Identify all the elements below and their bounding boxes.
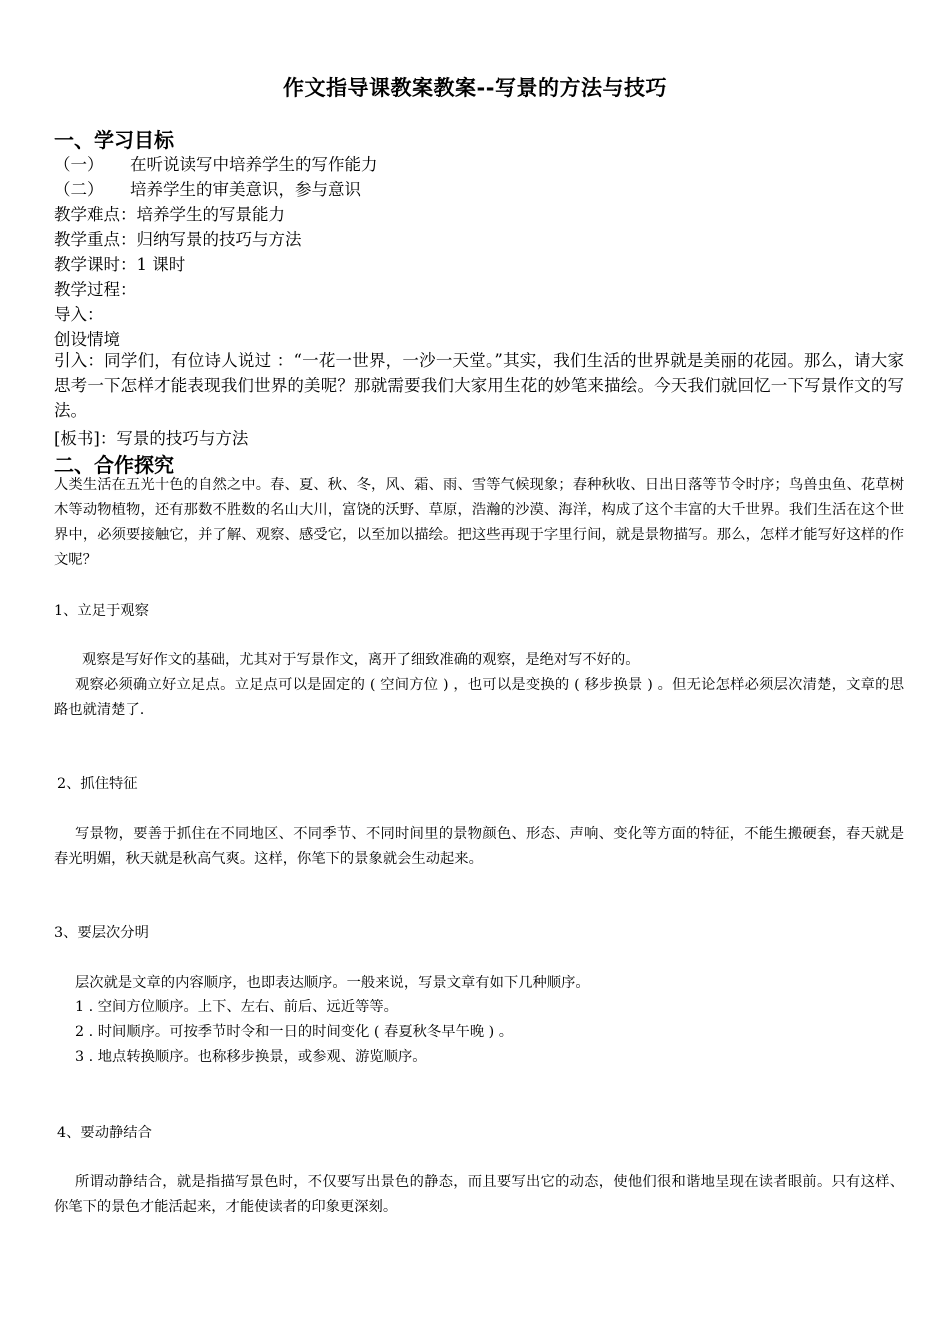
inquiry-paragraph: 人类生活在五光十色的自然之中。春、夏、秋、冬，风、霜、雨、雪等气候现象；春种秋收、日出日落等节令时序；鸟兽虫鱼、花草树木等动物植物，还有那数不胜数的名山大川，富饶的沃野、草原，浩瀚的沙漠、海洋，构成了这个丰富的大千世界。我们生活在这个世界中，必须要接触它，并了解、观察、感受它，以至加以描绘。把这些再现于字里行间，就是景物描写。那么，怎样才能写好这样的作文呢？	[54, 477, 904, 568]
teaching-hours: 教学课时：1 课时	[54, 255, 186, 274]
goal-number: （一）	[54, 155, 104, 174]
tip-heading-2: 2、抓住特征	[57, 776, 138, 792]
intro-label: 导入：	[54, 305, 104, 324]
section-heading-learning-goals: 一、学习目标	[54, 128, 174, 152]
board-note: [板书]：写景的技巧与方法	[54, 429, 249, 448]
goal-text: 在听说读写中培养学生的写作能力	[130, 155, 378, 174]
tip-heading-1: 1、立足于观察	[54, 603, 149, 619]
tip-3-paragraph: 层次就是文章的内容顺序，也即表达顺序。一般来说，写景文章有如下几种顺序。	[75, 975, 590, 991]
order-item-2: 2 . 时间顺序。可按季节时令和一日的时间变化 ( 春夏秋冬早午晚 ) 。	[75, 1024, 514, 1040]
order-item-1: 1 . 空间方位顺序。上下、左右、前后、远近等等。	[75, 999, 398, 1015]
teaching-key-point: 教学重点：归纳写景的技巧与方法	[54, 230, 302, 249]
scenario-label: 创设情境	[54, 330, 120, 349]
teaching-difficulty: 教学难点：培养学生的写景能力	[54, 205, 285, 224]
lead-in-paragraph: 引入：同学们，有位诗人说过 ：“一花一世界，一沙一天堂。”其实，我们生活的世界就是美丽的花园。那么，请大家思考一下怎样才能表现我们世界的美呢？那就需要我们大家用生花的妙笔来描绘。今天我们就回忆一下写景作文的写法。	[54, 351, 904, 420]
tip-1-paragraph-1: 观察是写好作文的基础，尤其对于写景作文，离开了细致准确的观察，是绝对写不好的。	[82, 652, 640, 668]
section-heading-cooperative-inquiry: 二、合作探究	[54, 453, 174, 477]
goal-number: （二）	[54, 180, 104, 199]
goal-item-1	[54, 151, 378, 175]
goal-text: 培养学生的审美意识，参与意识	[130, 180, 361, 199]
order-item-3: 3 . 地点转换顺序。也称移步换景，或参观、游览顺序。	[75, 1049, 427, 1065]
document-title: 作文指导课教案教案--写景的方法与技巧	[283, 76, 667, 100]
goal-item-2	[54, 176, 361, 200]
tip-4-paragraph: 所谓动静结合，就是指描写景色时，不仅要写出景色的静态，而且要写出它的动态，使他们很和谐地呈现在读者眼前。只有这样、你笔下的景色才能活起来，才能使读者的印象更深刻。	[54, 1174, 904, 1215]
tip-2-paragraph: 写景物，要善于抓住在不同地区、不同季节、不同时间里的景物颜色、形态、声响、变化等方面的特征，不能生搬硬套，春天就是春光明媚，秋天就是秋高气爽。这样，你笔下的景象就会生动起来。	[54, 826, 904, 867]
tip-heading-4: 4、要动静结合	[57, 1125, 152, 1141]
teaching-process: 教学过程：	[54, 280, 137, 299]
tip-heading-3: 3、要层次分明	[54, 925, 149, 941]
tip-1-paragraph-2: 观察必须确立好立足点。立足点可以是固定的 ( 空间方位 ) ，也可以是变换的 ( 移步换景 ) 。但无论怎样必须层次清楚，文章的思路也就清楚了.	[54, 677, 904, 718]
